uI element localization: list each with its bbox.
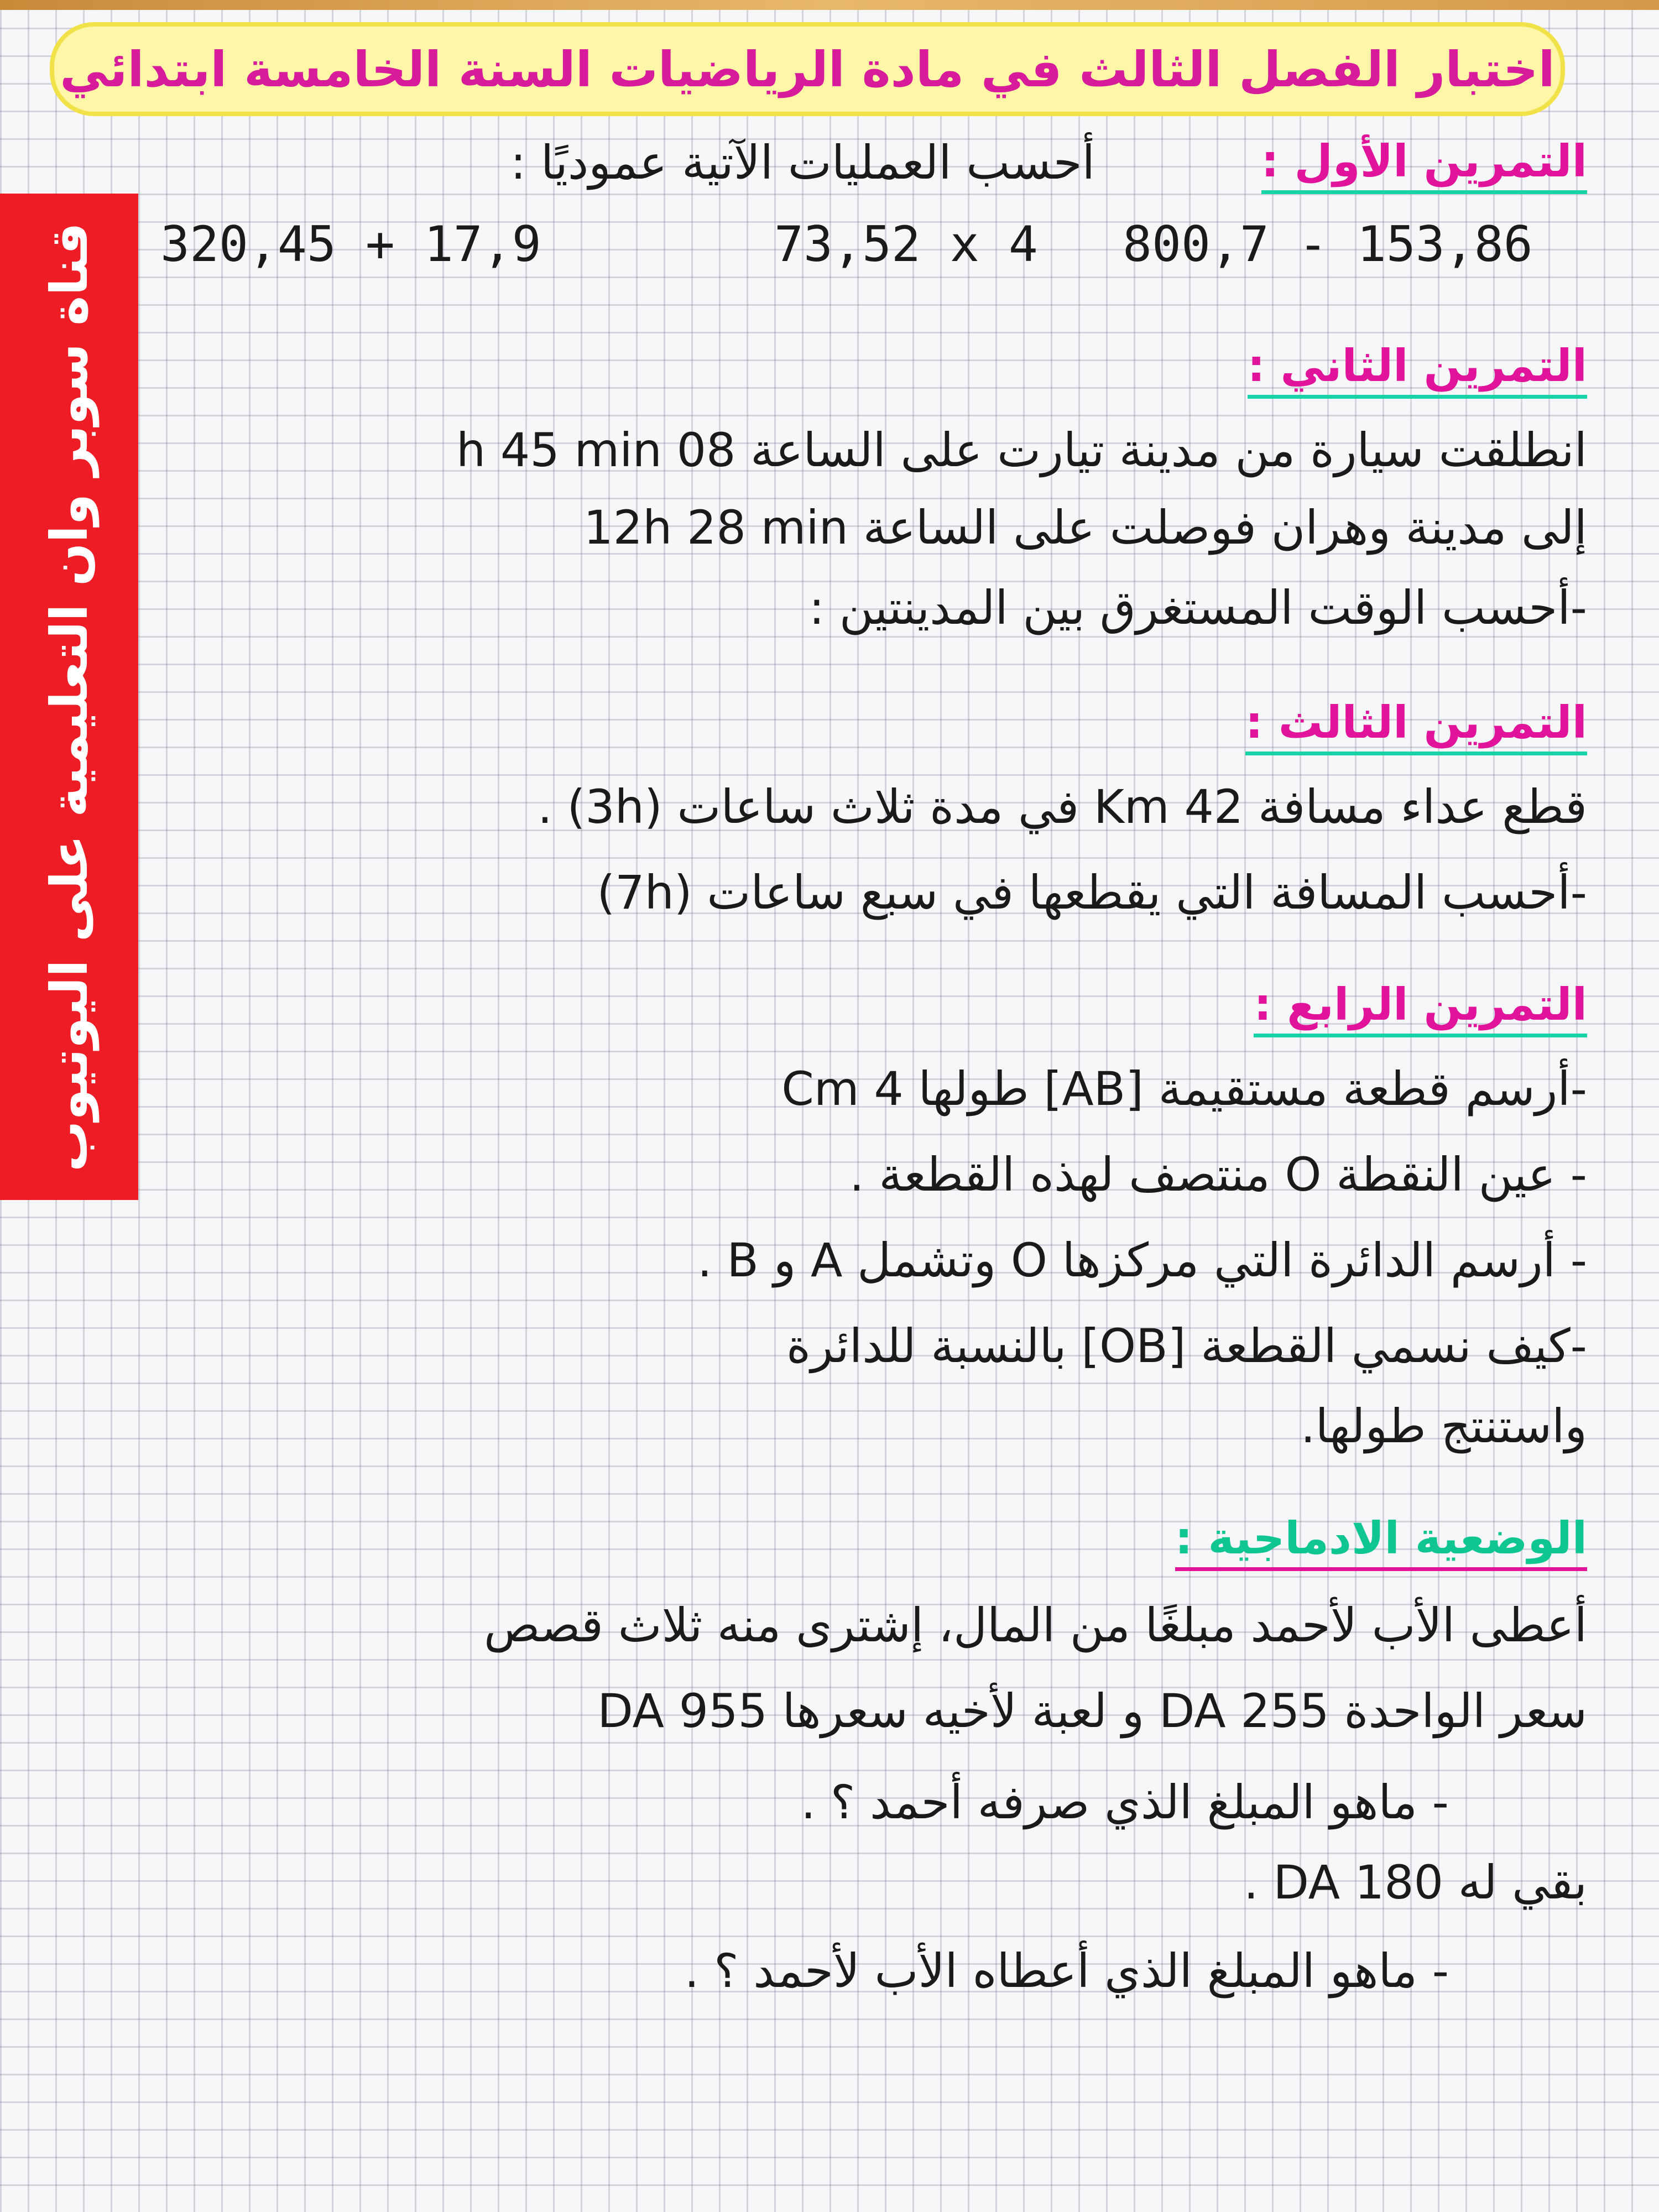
ex3-heading: التمرين الثالث : [1245, 697, 1587, 755]
ex2-line-1: انطلقت سيارة من مدينة تيارت على الساعة 08 h 45 min [456, 423, 1587, 477]
integration-line-5: - ماهو المبلغ الذي أعطاه الأب لأحمد ؟ . [684, 1944, 1449, 1998]
ex1-heading: التمرين الأول : [1261, 135, 1587, 194]
ex2-heading: التمرين الثاني : [1248, 340, 1587, 399]
integration-line-4: بقي له 180 DA . [1243, 1855, 1587, 1910]
ex4-line-1: -أرسم قطعة مستقيمة [AB] طولها 4 Cm [781, 1062, 1587, 1116]
side-ribbon-text: قناة سوبر وان التعليمية على اليوتيوب [39, 222, 99, 1172]
ex4-line-2: - عين النقطة O منتصف لهذه القطعة . [849, 1147, 1587, 1202]
top-edge-strip [0, 0, 1659, 10]
integration-heading: الوضعية الادماجية : [1175, 1512, 1587, 1571]
integration-line-1: أعطى الأب لأحمد مبلغًا من المال، إشترى منه ثلاث قصص [484, 1598, 1587, 1652]
ex2-line-3: -أحسب الوقت المستغرق بين المدينتين : [808, 581, 1587, 635]
ex1-operation-addition: 320,45 + 17,9 [160, 216, 541, 273]
ex4-line-4: -كيف نسمي القطعة [OB] بالنسبة للدائرة [786, 1319, 1587, 1373]
ex4-line-5: واستنتج طولها. [1300, 1399, 1587, 1453]
title-banner [50, 22, 1565, 116]
ex4-line-3: - أرسم الدائرة التي مركزها O وتشمل A و B . [697, 1233, 1587, 1287]
ex3-line-1: قطع عداء مسافة 42 Km في مدة ثلاث ساعات (3h) . [538, 780, 1587, 834]
integration-line-2: سعر الواحدة 255 DA و لعبة لأخيه سعرها 955 DA [597, 1684, 1587, 1738]
ex4-heading: التمرين الرابع : [1254, 979, 1587, 1037]
page-title: اختبار الفصل الثالث في مادة الرياضيات السنة الخامسة ابتدائي [60, 40, 1555, 98]
integration-line-3: - ماهو المبلغ الذي صرفه أحمد ؟ . [801, 1775, 1449, 1829]
ex2-line-2: إلى مدينة وهران فوصلت على الساعة 12h 28 min [583, 500, 1587, 555]
ex3-line-2: -أحسب المسافة التي يقطعها في سبع ساعات (7h) [597, 865, 1587, 920]
ex1-operation-subtraction: 800,7 - 153,86 [1123, 216, 1533, 273]
ex1-operation-multiplication: 73,52 x 4 [774, 216, 1038, 273]
side-ribbon [0, 194, 138, 1200]
ex1-instruction: أحسب العمليات الآتية عموديًا : [510, 135, 1095, 190]
